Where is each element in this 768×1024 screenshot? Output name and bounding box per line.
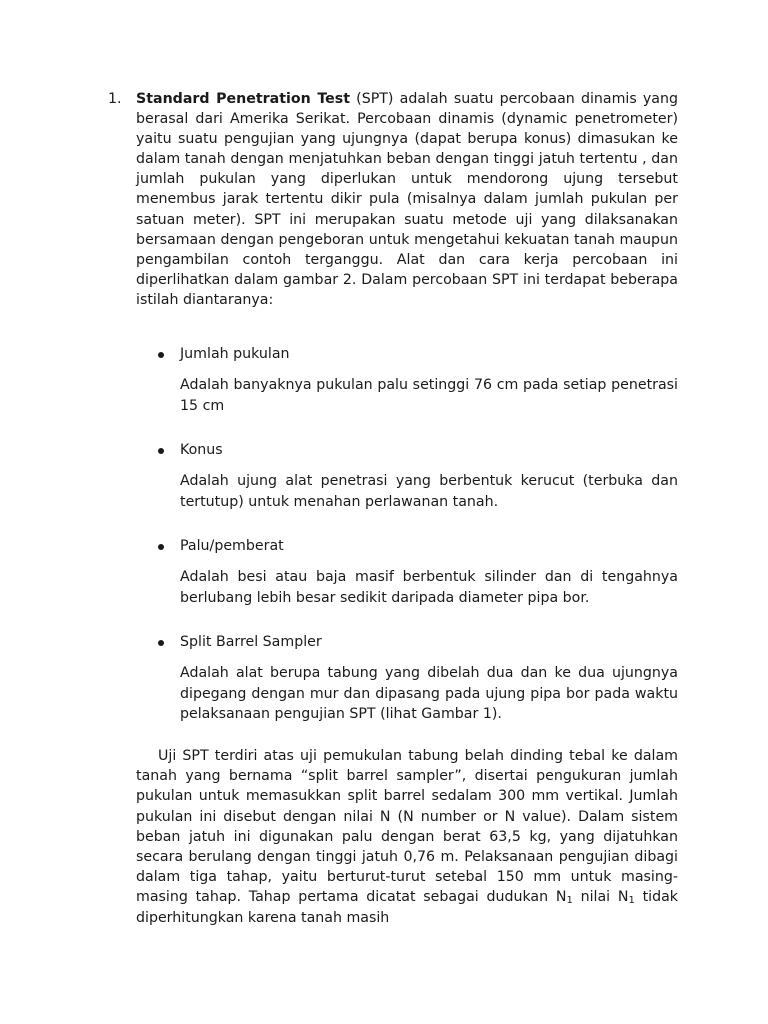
bullet-term: Konus: [180, 442, 223, 458]
subscript: 1: [628, 895, 635, 907]
item-description: (SPT) adalah suatu percobaan dinamis yang berasal dari Amerika Serikat. Percobaan dinamis (dynamic penetrometer) yaitu suatu pengujian yang ujungnya (dapat berupa konus) dimasukan ke dalam tanah dengan menjatuhkan beban dengan tinggi jatuh tertentu , dan jumlah pukulan yang diperlukan untuk mendorong ujung tersebut menembus jarak tertentu dikir pula (misalnya dalam jumlah pukulan per satuan meter). SPT ini merupakan suatu metode uji yang dilaksanakan bersamaan dengan pengeboran untuk mengetahui kekuatan tanah maupun pengambilan contoh terganggu. Alat dan cara kerja percobaan ini diperlihatkan dalam gambar 2. Dalam percobaan SPT ini terdapat beberapa istilah diantaranya:: [136, 91, 678, 308]
numbered-item-text: [136, 89, 678, 310]
list-number: 1.: [108, 91, 122, 107]
bullet-item: [136, 632, 678, 652]
bullet-item: [136, 344, 678, 364]
paragraph-text: Uji SPT terdiri atas uji pemukulan tabung belah dinding tebal ke dalam tanah yang bernama “split barrel sampler”, disertai pengukuran jumlah pukulan untuk memasukkan split barrel sedalam 300 mm vertikal. Jumlah pukulan ini disebut dengan nilai N (N number or N value). Dalam sistem beban jatuh ini digunakan palu dengan berat 63,5 kg, yang dijatuhkan secara berulang dengan tinggi jatuh 0,76 m. Pelaksanaan pengujian dibagi dalam tiga tahap, yaitu berturut-turut setebal 150 mm untuk masing-masing tahap. Tahap pertama dicatat sebagai dudukan N: [136, 748, 678, 906]
bullet-icon: [158, 544, 164, 550]
paragraph-text: nilai N: [572, 889, 629, 906]
paragraph-text: tidak diperhitungkan karena tanah masih: [136, 889, 678, 926]
subscript: 1: [566, 895, 573, 907]
bullet-term: Jumlah pukulan: [180, 346, 290, 362]
bullet-icon: [158, 448, 164, 454]
bold-term: Standard Penetration Test: [136, 91, 350, 107]
bullet-definition: Adalah alat berupa tabung yang dibelah dua dan ke dua ujungnya dipegang dengan mur dan dipasang pada ujung pipa bor pada waktu pelaksanaan pengujian SPT (lihat Gambar 1).: [180, 665, 678, 722]
bullet-definition: Adalah ujung alat penetrasi yang berbentuk kerucut (terbuka dan tertutup) untuk menahan perlawanan tanah.: [180, 473, 678, 510]
bullet-term: Split Barrel Sampler: [180, 634, 322, 650]
bullet-list: [136, 344, 678, 725]
bullet-definition: Adalah banyaknya pukulan palu setinggi 76 cm pada setiap penetrasi 15 cm: [180, 377, 678, 414]
bullet-item: [136, 536, 678, 556]
bullet-definition: Adalah besi atau baja masif berbentuk silinder dan di tengahnya berlubang lebih besar sedikit daripada diameter pipa bor.: [180, 569, 678, 606]
bullet-icon: [158, 352, 164, 358]
bullet-item: [136, 440, 678, 460]
bullet-term: Palu/pemberat: [180, 538, 284, 554]
bullet-icon: [158, 640, 164, 646]
body-paragraph: [136, 746, 678, 928]
